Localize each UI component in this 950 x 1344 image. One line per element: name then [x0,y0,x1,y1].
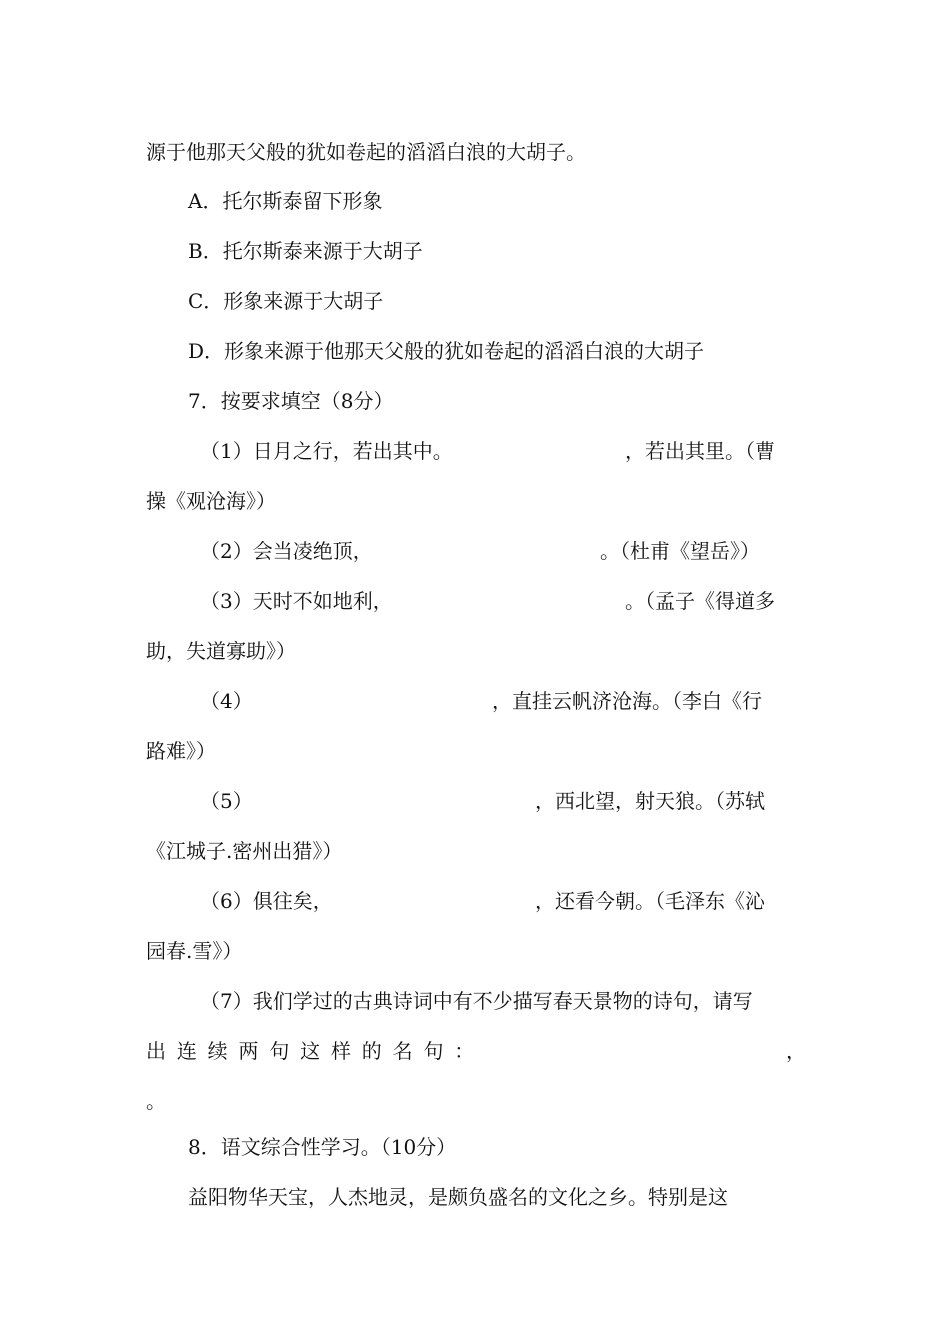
char: 两 [238,1039,259,1063]
question-7-7-end: 。 [146,1089,166,1113]
question-7-3-start: （3）天时不如地利， [200,589,393,613]
question-7-2-end: 。（杜甫《望岳》） [600,539,760,563]
char: 句 [269,1039,290,1063]
question-7-4-end: ，直挂云帆济沧海。（李白《行 [492,689,762,713]
option-a: A．托尔斯泰留下形象 [188,189,383,213]
char: 样 [330,1039,351,1063]
question-7-7-start: （7）我们学过的古典诗词中有不少描写春天景物的诗句，请写 [200,989,753,1013]
question-8-heading: 8．语文综合性学习。（10分） [188,1135,457,1159]
question-7-1-start: （1）日月之行，若出其中。 [200,439,453,463]
question-7-5-end: ，西北望，射天狼。（苏轼 [535,789,765,813]
char: ： [454,1039,475,1063]
question-7-3-end: 。（孟子《得道多 [625,589,775,613]
question-7-5-start: （5） [200,789,253,813]
char: 的 [361,1039,382,1063]
question-7-5-cont: 《江城子.密州出猎》） [146,839,343,863]
question-7-4-cont: 路难》） [146,739,216,763]
question-8-text: 益阳物华天宝，人杰地灵，是颇负盛名的文化之乡。特别是这 [188,1185,728,1209]
char: 续 [207,1039,228,1063]
question-7-7-spread-line [146,1037,806,1065]
option-c: C．形象来源于大胡子 [188,289,384,313]
char: ， [785,1039,806,1063]
question-7-heading: 7．按要求填空（8分） [188,389,394,413]
question-7-1-end: ，若出其里。（曹 [625,439,775,463]
option-d: D．形象来源于他那天父般的犹如卷起的滔滔白浪的大胡子 [188,339,705,363]
char: 出 [146,1039,166,1063]
question-7-6-cont: 园春.雪》） [146,939,243,963]
char: 连 [176,1039,197,1063]
char: 名 [392,1039,413,1063]
question-7-6-end: ，还看今朝。（毛泽东《沁 [535,889,765,913]
answer-blank [485,1037,775,1065]
text-line: 源于他那天父般的犹如卷起的滔滔白浪的大胡子。 [146,140,586,164]
option-b: B．托尔斯泰来源于大胡子 [188,239,423,263]
question-7-1-cont: 操《观沧海》） [146,489,276,513]
question-7-2-start: （2）会当凌绝顶， [200,539,373,563]
question-7-4-start: （4） [200,689,253,713]
question-7-3-cont: 助，失道寡助》） [146,639,296,663]
char: 句 [423,1039,444,1063]
question-7-6-start: （6）俱往矣， [200,889,333,913]
char: 这 [300,1039,321,1063]
